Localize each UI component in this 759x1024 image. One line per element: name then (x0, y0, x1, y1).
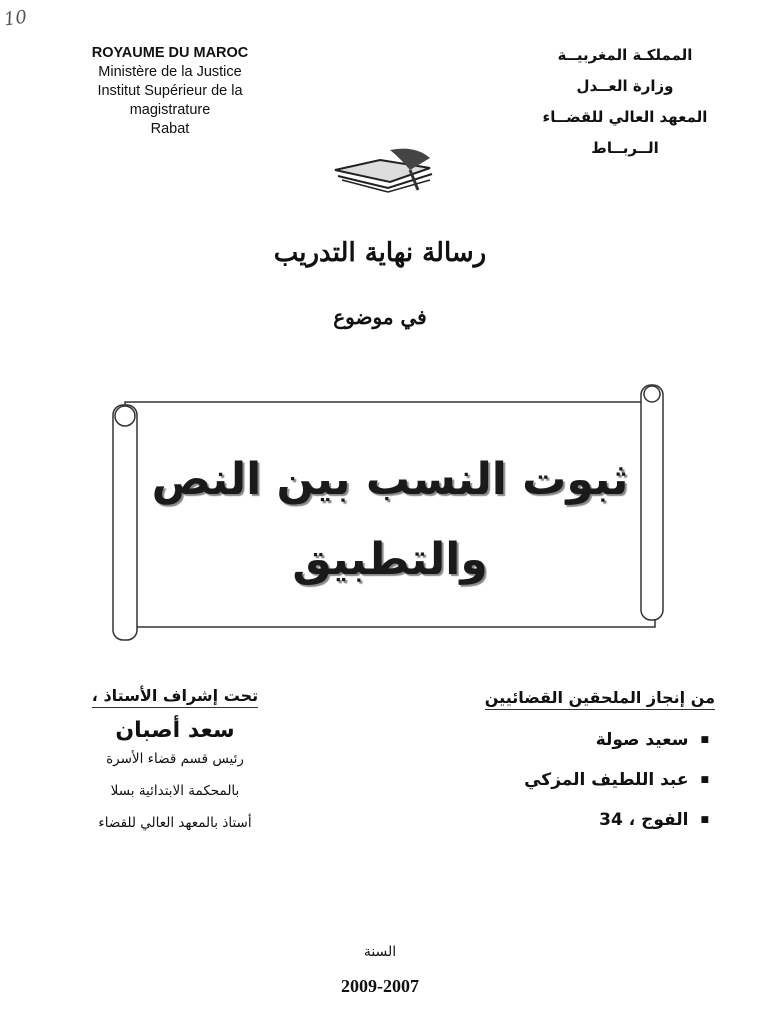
header-fr-line: Institut Supérieur de la (97, 83, 243, 99)
title-line: والتطبيق (292, 534, 488, 585)
header-ar-line: وزارة العــدل (576, 77, 674, 95)
header-arabic (530, 40, 720, 164)
header-fr-line: ROYAUME DU MAROC (91, 45, 249, 61)
supervisor-heading: تحت إشراف الأستاذ ، (92, 686, 258, 708)
header-fr-line: magistrature (129, 102, 211, 118)
handwritten-page-mark: 10 (2, 6, 29, 31)
thesis-label: رسالة نهاية التدريب (273, 238, 487, 268)
supervisor-block (60, 686, 290, 839)
book-quill-emblem-icon (330, 140, 440, 200)
header-ar-line: المملكـة المغربيــة (557, 46, 693, 64)
list-item: ■ سعيد صولة (450, 720, 709, 760)
header-fr-line: Ministère de la Justice (98, 64, 242, 80)
supervisor-role: بالمحكمة الابتدائية بسلا (110, 783, 240, 799)
supervisor-role: رئيس قسم قضاء الأسرة (106, 751, 244, 767)
list-item: ■ الفوج ، 34 (450, 800, 709, 840)
supervisor-role: أستاذ بالمعهد العالي للقضاء (98, 815, 252, 831)
header-french (60, 44, 280, 139)
academic-year: 2009-2007 (341, 976, 419, 996)
title-line: ثبوت النسب بين النص (151, 454, 629, 505)
header-fr-line: Rabat (150, 121, 190, 137)
authors-list (450, 720, 715, 840)
document-title (140, 440, 640, 600)
header-ar-line: الــربــاط (591, 139, 659, 157)
list-item: ■ عبد اللطيف المزكي (450, 760, 709, 800)
header-ar-line: المعهد العالي للقضــاء (542, 108, 708, 126)
supervisor-name: سعد أصبان (115, 718, 235, 743)
authors-block (450, 688, 715, 840)
authors-heading: من إنجاز الملحقين القضائيين (485, 688, 715, 710)
subject-label: في موضوع (333, 305, 427, 329)
year-label: السنة (363, 944, 397, 960)
